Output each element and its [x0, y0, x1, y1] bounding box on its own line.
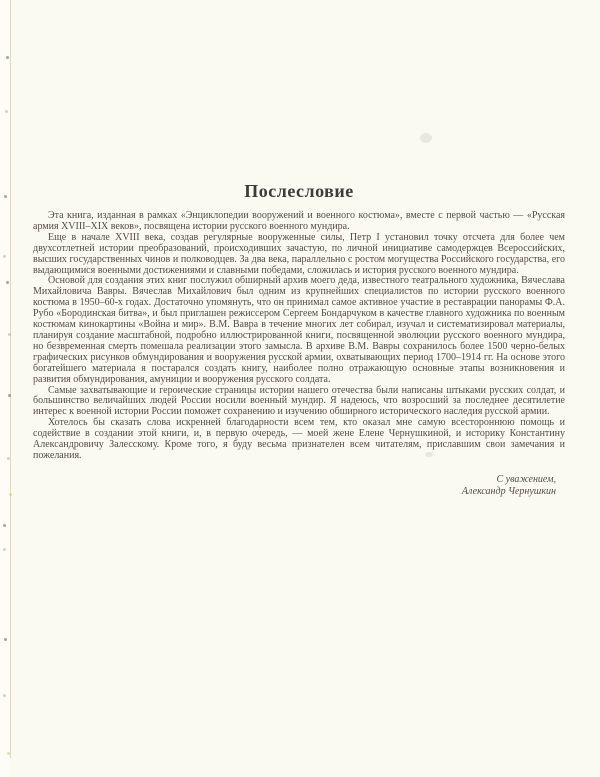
paragraph: Основой для создания этих книг послужил обширный архив моего деда, известного театрального художника, Вячеслава Михайловича Вавры. Вячеслав Михайлович был одним из крупнейших специалистов по истории русского военного костюма в 1950–60-х годах. Достаточно упомянуть, что он принимал самое активное участие в реставрации панорамы Ф.А. Рубо «Бородинская битва», и был приглашен режиссером Сергеем Бондарчуком в качестве главного художника по военным костюмам кинокартины «Война и мир». В.М. Вавра в течение многих лет собирал, изучал и систематизировал материалы, планируя создание масштабной, подробно иллюстрированной книги, посвященной эволюции русского военного мундира, но безвременная смерть помешала реализации этого замысла. В архиве В.М. Вавры сохранилось более 1500 черно-белых графических рисунков обмундирования и вооружения русской армии, охватывающих период 1700–1914 гг. На основе этого богатейшего материала я постарался создать книгу, наиболее полно отражающую основные этапы возникновения и развития обмундирования, амуниции и вооружения русского солдата.	[33, 275, 565, 385]
scan-speck	[6, 56, 9, 59]
scan-speck	[3, 694, 6, 697]
scan-speck	[5, 110, 8, 113]
scan-speck	[4, 195, 7, 198]
paragraph: Самые захватывающие и героические страницы истории нашего отечества были написаны штыками русских солдат, и большинство величайших людей России носили военный мундир. Я надеюсь, что возросший за последнее десятилетие интерес к военной истории России поможет сохранению и изучению обширного исторического наследия русской армии.	[33, 384, 565, 418]
paragraph: Хотелось бы сказать слова искренней благодарности всем тем, кто оказал мне самую всестороннюю помощь и содействие в создании этой книги, и, в первую очередь, — моей жене Елене Чернушкиной, и историку Константину Александровичу Залесскому. Кроме того, я буду весьма признателен всем читателям, приславшим свои замечания и пожелания.	[33, 417, 565, 461]
page-title: Послесловие	[244, 181, 354, 201]
page-content	[33, 181, 565, 498]
afterword-body	[33, 211, 565, 462]
scan-speck	[3, 548, 6, 551]
scan-speck	[4, 638, 7, 641]
paragraph: Эта книга, изданная в рамках «Энциклопедии вооружений и военного костюма», вместе с первой частью — «Русская армия XVIII–XIX веков», посвящена истории русского военного мундира.	[33, 210, 565, 232]
scan-speck	[6, 281, 9, 284]
page-edge-strip	[0, 0, 10, 777]
scan-speck	[8, 333, 11, 336]
scan-smudge	[420, 133, 432, 143]
paragraph: Еще в начале XVIII века, создав регулярные вооруженные силы, Петр I установил точку отсчета для более чем двухсотлетней истории преобразований, происходивших зачастую, по личной инициативе самодержцев Всероссийских, высших государственных чинов и полководцев. За два века, параллельно с ростом могущества Российского государства, его выдающимися военными достижениями и славными победами, сложилась и история русского военного мундира.	[33, 231, 565, 276]
signature-name: Александр Чернушкин	[461, 485, 556, 497]
binding-line	[10, 0, 11, 758]
signature-block	[33, 474, 565, 498]
scan-speck	[7, 752, 10, 755]
scan-speck	[9, 493, 12, 496]
signature-closing: С уважением,	[496, 473, 556, 485]
scan-speck	[8, 394, 11, 397]
scan-speck	[3, 255, 6, 258]
scan-speck	[3, 524, 6, 527]
scan-speck	[7, 457, 10, 460]
